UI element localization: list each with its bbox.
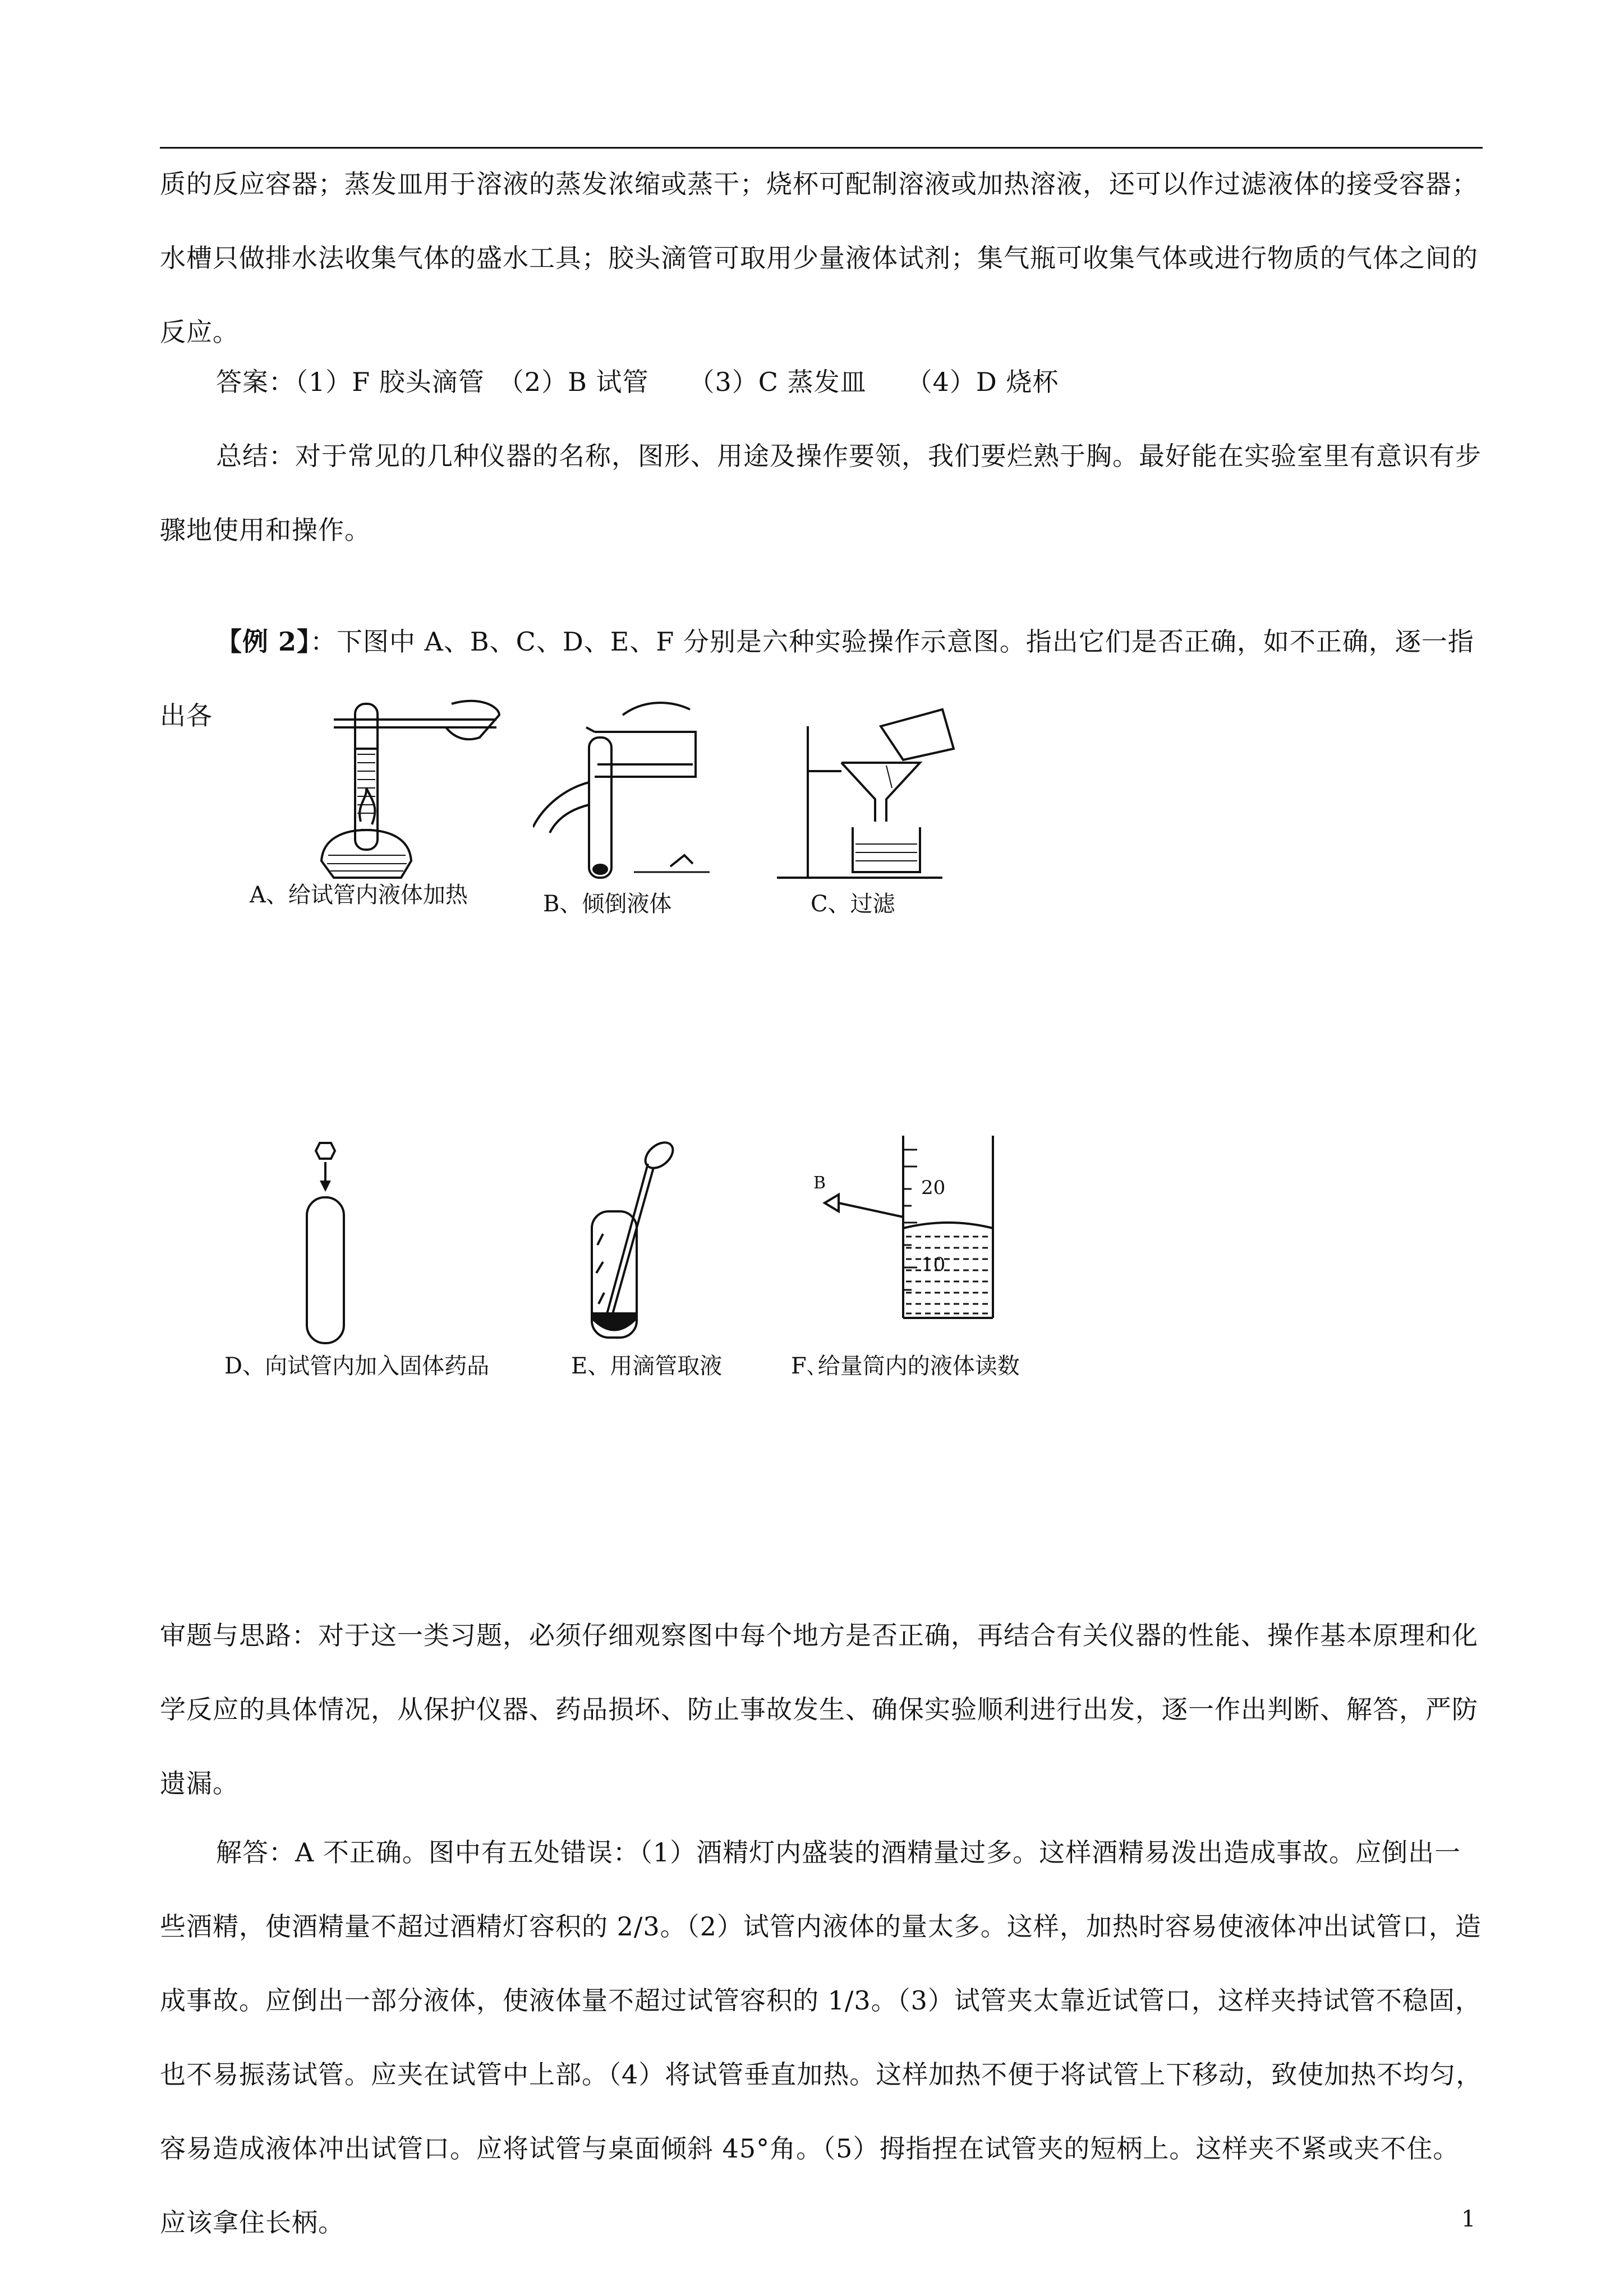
figure-e-dropper bbox=[581, 1133, 676, 1346]
f-mark-10: 10 bbox=[921, 1253, 946, 1276]
figure-a-heating bbox=[311, 693, 502, 883]
summary-paragraph: 总结：对于常见的几种仪器的名称，图形、用途及操作要领，我们要烂熟于胸。最好能在实验室里有意识有步骤地使用和操作。 bbox=[160, 441, 1482, 545]
f-mark-20: 20 bbox=[921, 1177, 946, 1199]
example-text: ：下图中 A、B、C、D、E、F 分别是六种实验操作示意图。指出它们是否正确，如不正确，逐一指出各 bbox=[160, 626, 1474, 731]
figure-c-filtration bbox=[774, 693, 959, 883]
figure-b-pouring bbox=[533, 693, 718, 883]
caption-c: C、过滤 bbox=[811, 891, 895, 917]
figure-d-solid bbox=[300, 1138, 351, 1346]
example-label: 【例 2】 bbox=[216, 626, 311, 657]
page-number: 1 bbox=[1461, 2206, 1476, 2232]
caption-e: E、用滴管取液 bbox=[571, 1353, 723, 1379]
f-eye-label: B bbox=[813, 1173, 826, 1193]
caption-b: B、倾倒液体 bbox=[543, 891, 672, 917]
figure-f-cylinder bbox=[813, 1133, 999, 1346]
caption-f: F､给量筒内的液体读数 bbox=[791, 1353, 1020, 1379]
caption-a: A、给试管内液体加热 bbox=[250, 882, 468, 908]
caption-d: D、向试管内加入固体药品 bbox=[224, 1353, 490, 1379]
analysis-paragraph: 审题与思路：对于这一类习题，必须仔细观察图中每个地方是否正确，再结合有关仪器的性能、操作基本原理和化学反应的具体情况，从保护仪器、药品损坏、防止事故发生、确保实验顺利进行出发，逐一作出判断、解答，严防遗漏。 bbox=[160, 1620, 1478, 1799]
solution-paragraph: 解答：A 不正确。图中有五处错误：（1）酒精灯内盛装的酒精量过多。这样酒精易泼出造成事故。应倒出一些酒精，使酒精量不超过酒精灯容积的 2/3。（2）试管内液体的量太多。这样，加热时容易使液体冲出试管口，造成事故。应倒出一部分液体，使液体量不超过试管容积的 1/3。（3）试管夹太靠近试管口，这样夹持试管不稳固，也不易振荡试管。应夹在试管中上部。（4）将试管垂直加热。这样加热不便于将试管上下移动，致使加热不均匀，容易造成液体冲出试管口。应将试管与桌面倾斜 45°角。（5）拇指捏在试管夹的短柄上。这样夹不紧或夹不住。应该拿住长柄。 bbox=[160, 1837, 1483, 2238]
answer-line: 答案：（1）F 胶头滴管 （2）B 试管 （3）C 蒸发皿 （4）D 烧杯 bbox=[216, 367, 1059, 397]
intro-paragraph: 质的反应容器；蒸发皿用于溶液的蒸发浓缩或蒸干；烧杯可配制溶液或加热溶液，还可以作过滤液体的接受容器；水槽只做排水法收集气体的盛水工具；胶头滴管可取用少量液体试剂；集气瓶可收集气体或进行物质的气体之间的反应。 bbox=[160, 169, 1478, 347]
